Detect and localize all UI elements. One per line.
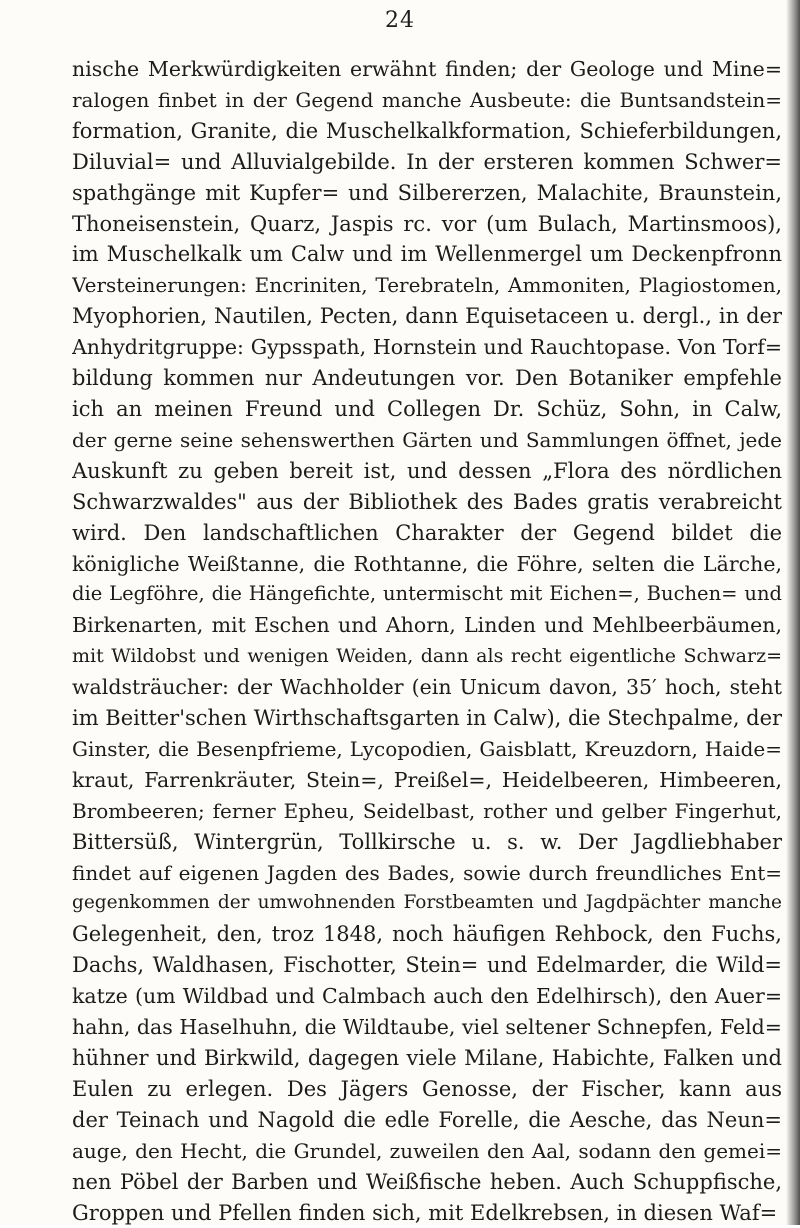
text-line: kraut, Farrenkräuter, Stein=, Preißel=, Heidelbeeren, Himbeeren, [72,767,782,792]
text-line: Eulen zu erlegen. Des Jägers Genosse, der Fischer, kann aus [72,1076,782,1101]
text-line: Groppen und Pfellen finden sich, mit Edelkrebsen, in diesen Waf= [72,1200,778,1225]
text-line: die Legföhre, die Hängefichte, untermischt mit Eichen=, Buchen= und [72,582,782,606]
text-line: auge, den Hecht, die Grundel, zuweilen den Aal, sodann den gemei= [72,1138,782,1163]
text-line: bildung kommen nur Andeutungen vor. Den Botaniker empfehle [72,366,782,391]
text-line: mit Wildobst und wenigen Weiden, dann als recht eigentliche Schwarz= [72,645,782,668]
text-line: Versteinerungen: Encriniten, Terebrateln, Ammoniten, Plagiostomen, [72,273,782,298]
text-line: im Muschelkalk um Calw und im Wellenmergel um Deckenpfronn [72,242,782,267]
text-line: gegenkommen der umwohnenden Forstbeamten und Jagdpächter manche [72,892,782,914]
text-line: königliche Weißtanne, die Rothtanne, die Föhre, selten die Lärche, [72,551,782,576]
text-line: Dachs, Waldhasen, Fischotter, Stein= und Edelmarder, die Wild= [72,953,782,978]
text-line: findet auf eigenen Jagden des Bades, sowie durch freundliches Ent= [72,860,782,885]
text-line: Anhydritgruppe: Gypsspath, Hornstein und Rauchtopase. Von Torf= [72,335,782,360]
text-line: spathgänge mit Kupfer= und Silbererzen, Malachite, Braunstein, [72,180,782,205]
text-line: Bittersüß, Wintergrün, Tollkirsche u. s. w. Der Jagdliebhaber [72,829,782,854]
text-line: Myophorien, Nautilen, Pecten, dann Equisetaceen u. dergl., in der [72,304,782,329]
text-line: der gerne seine sehenswerthen Gärten und Sammlungen öffnet, jede [72,427,782,452]
text-line: ralogen finbet in der Gegend manche Ausbeute: die Buntsandstein= [72,87,782,112]
text-line: katze (um Wildbad und Calmbach auch den Edelhirsch), den Auer= [72,984,782,1009]
text-line: wird. Den landschaftlichen Charakter der Gegend bildet die [72,520,782,545]
text-line: Brombeeren; ferner Epheu, Seidelbast, rother und gelber Fingerhut, [72,798,782,823]
text-line: nen Pöbel der Barben und Weißfische heben. Auch Schuppfische, [72,1169,782,1194]
text-line: hühner und Birkwild, dagegen viele Milane, Habichte, Falken und [72,1046,782,1070]
text-line: hahn, das Haselhuhn, die Wildtaube, viel seltener Schnepfen, Feld= [72,1015,782,1040]
page-edge-shadow [786,0,800,1225]
page-number: 24 [385,8,415,33]
text-line: im Beitter'schen Wirthschaftsgarten in Calw), die Stechpalme, der [72,706,782,731]
body-text [72,54,782,1228]
text-line: ich an meinen Freund und Collegen Dr. Schüz, Sohn, in Calw, [72,396,782,421]
text-line: Gelegenheit, den, troz 1848, noch häufigen Rehbock, den Fuchs, [72,922,782,947]
text-line: waldsträucher: der Wachholder (ein Unicum davon, 35′ hoch, steht [72,675,782,700]
text-line: nische Merkwürdigkeiten erwähnt finden; der Geologe und Mine= [72,57,782,81]
text-line: Birkenarten, mit Eschen und Ahorn, Linden und Mehlbeerbäumen, [72,613,782,638]
text-line: Thoneisenstein, Quarz, Jaspis rc. vor (um Bulach, Martinsmoos), [72,211,782,236]
text-line: Diluvial= und Alluvialgebilde. In der ersteren kommen Schwer= [72,149,782,174]
text-line: formation, Granite, die Muschelkalkformation, Schieferbildungen, [72,118,782,143]
text-line: Auskunft zu geben bereit ist, und dessen „Flora des nördlichen [72,458,782,483]
text-line: Ginster, die Besenpfrieme, Lycopodien, Gaisblatt, Kreuzdorn, Haide= [72,736,782,761]
text-line: Schwarzwaldes" aus der Bibliothek des Bades gratis verabreicht [72,489,782,514]
text-line: der Teinach und Nagold die edle Forelle, die Aesche, das Neun= [72,1107,782,1132]
